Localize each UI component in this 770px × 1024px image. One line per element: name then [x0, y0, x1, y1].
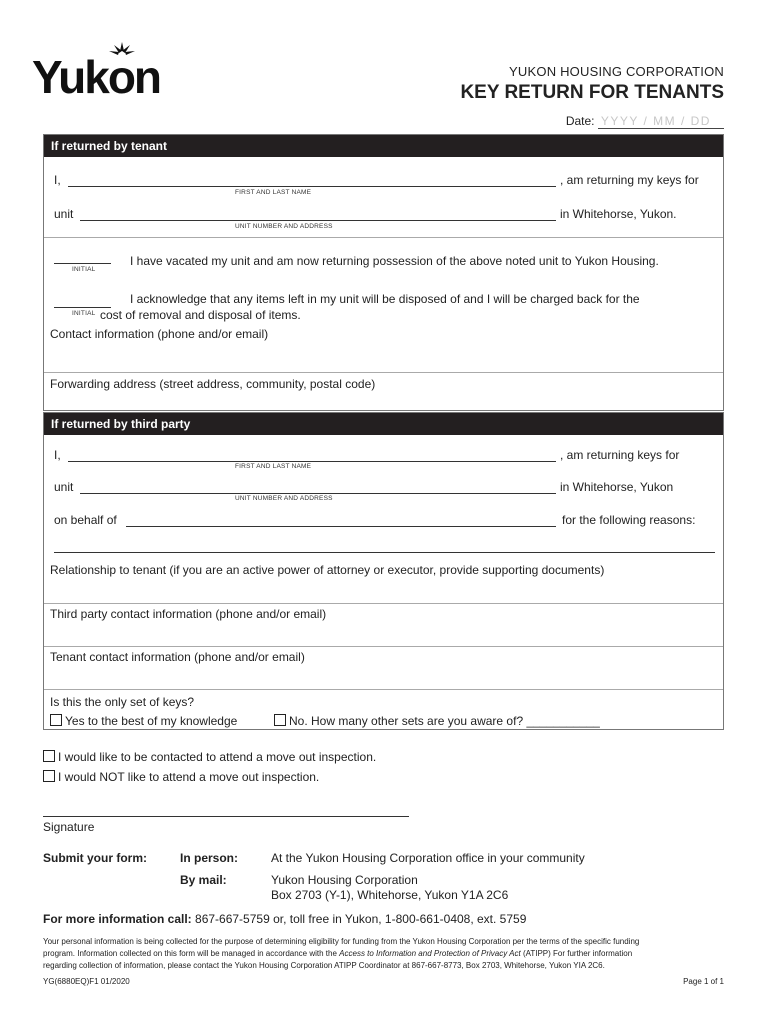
- inspection-opt-out-label: I would NOT like to attend a move out inspection.: [58, 770, 320, 784]
- privacy-notice: [43, 936, 733, 972]
- forwarding-address-label: Forwarding address (street address, community, postal code): [50, 377, 376, 391]
- mail-address-line1: Yukon Housing Corporation: [271, 873, 418, 887]
- tenant-location-text: in Whitehorse, Yukon.: [560, 207, 677, 221]
- relationship-label: Relationship to tenant (if you are an active power of attorney or executor, provide supporting documents): [50, 563, 605, 577]
- tenant-unit-caption: UNIT NUMBER AND ADDRESS: [235, 223, 333, 230]
- tenant-contact-label-third: Tenant contact information (phone and/or email): [50, 650, 305, 664]
- keys-no-option[interactable]: [274, 714, 600, 728]
- by-mail-label: By mail:: [180, 873, 227, 887]
- third-party-contact-label: Third party contact information (phone and/or email): [50, 607, 327, 621]
- inspection-opt-in-checkbox[interactable]: [43, 750, 55, 762]
- forwarding-address-field[interactable]: [44, 372, 723, 412]
- in-person-label: In person:: [180, 851, 239, 865]
- tenant-contact-field[interactable]: [44, 327, 723, 372]
- initial-field-vacated[interactable]: [54, 263, 111, 264]
- keys-yes-option[interactable]: [50, 714, 237, 728]
- privacy-line3: regarding collection of information, please contact the Yukon Housing Corporation ATIPP Coordinator at 867-667-8773, Box 2703, Whitehorse, Yukon YIA 2C6.: [43, 961, 605, 970]
- page-number: Page 1 of 1: [683, 977, 724, 986]
- initial-caption: INITIAL: [72, 266, 96, 273]
- privacy-line1: Your personal information is being collected for the purpose of determining eligibility for funding from the Yukon Housing Corporation per the terms of the specific funding: [43, 937, 640, 946]
- third-party-section-header: If returned by third party: [44, 413, 723, 435]
- inspection-opt-in-label: I would like to be contacted to attend a move out inspection.: [58, 750, 377, 764]
- keys-question-block: [44, 689, 723, 731]
- more-info-line: [43, 912, 526, 926]
- date-label: Date:: [565, 114, 595, 128]
- third-party-unit-label: unit: [54, 480, 74, 494]
- keys-yes-checkbox[interactable]: [50, 714, 62, 726]
- date-format-hint: YYYY / MM / DD: [600, 114, 711, 128]
- vacated-statement: I have vacated my unit and am now returning possession of the above noted unit to Yukon Housing.: [130, 254, 659, 268]
- in-person-text: At the Yukon Housing Corporation office in your community: [271, 851, 585, 865]
- third-party-unit-field[interactable]: [80, 493, 556, 494]
- signature-field[interactable]: [43, 816, 409, 817]
- tenant-initials-block: [44, 237, 723, 327]
- third-party-unit-caption: UNIT NUMBER AND ADDRESS: [235, 495, 333, 502]
- tenant-contact-field-third[interactable]: [44, 646, 723, 689]
- tenant-section-header: If returned by tenant: [44, 135, 723, 157]
- date-field[interactable]: [566, 114, 724, 129]
- third-party-name-block: [44, 435, 723, 560]
- privacy-act-name: Access to Information and Protection of Privacy Act: [339, 949, 521, 958]
- mail-address-line2: Box 2703 (Y-1), Whitehorse, Yukon Y1A 2C6: [271, 888, 509, 902]
- third-party-name-caption: FIRST AND LAST NAME: [235, 463, 312, 470]
- tenant-contact-label: Contact information (phone and/or email): [50, 327, 269, 341]
- tenant-name-unit-block: [44, 157, 723, 237]
- tenant-i-label: I,: [54, 173, 61, 187]
- reasons-text: for the following reasons:: [562, 513, 696, 527]
- reasons-field[interactable]: [54, 552, 715, 553]
- form-code: YG(6880EQ)F1 01/2020: [43, 977, 130, 986]
- third-party-section: [43, 412, 724, 730]
- logo-wordmark: Yukon: [32, 51, 161, 103]
- third-party-location-text: in Whitehorse, Yukon: [560, 480, 674, 494]
- form-title: KEY RETURN FOR TENANTS: [460, 82, 724, 103]
- tenant-name-field[interactable]: [68, 186, 556, 187]
- acknowledge-statement-line2: cost of removal and disposal of items.: [100, 308, 301, 322]
- more-info-label: For more information call:: [43, 912, 192, 926]
- keys-no-label: No. How many other sets are you aware of? ___________: [289, 714, 600, 728]
- corporation-name: YUKON HOUSING CORPORATION: [509, 64, 724, 79]
- inspection-opt-in-option[interactable]: [43, 750, 376, 764]
- third-party-contact-field[interactable]: [44, 603, 723, 646]
- privacy-line2: program. Information collected on this form will be managed in accordance with the Access to Information and Protection of Privacy Act (ATIPP) For further information: [43, 949, 633, 958]
- behalf-of-field[interactable]: [126, 526, 556, 527]
- third-party-name-field[interactable]: [68, 461, 556, 462]
- relationship-field[interactable]: [44, 560, 723, 603]
- behalf-label: on behalf of: [54, 513, 117, 527]
- third-party-i-label: I,: [54, 448, 61, 462]
- more-info-phone: 867-667-5759 or, toll free in Yukon, 1-800-661-0408, ext. 5759: [191, 912, 527, 926]
- inspection-opt-out-option[interactable]: [43, 770, 319, 784]
- submit-label: Submit your form:: [43, 851, 147, 865]
- tenant-returning-text: , am returning my keys for: [560, 173, 699, 187]
- third-party-returning-text: , am returning keys for: [560, 448, 680, 462]
- tenant-unit-field[interactable]: [80, 220, 556, 221]
- acknowledge-statement-line1: I acknowledge that any items left in my unit will be disposed of and I will be charged back for the: [130, 292, 640, 306]
- keys-yes-label: Yes to the best of my knowledge: [65, 714, 238, 728]
- tenant-name-caption: FIRST AND LAST NAME: [235, 189, 312, 196]
- keys-no-checkbox[interactable]: [274, 714, 286, 726]
- keys-question: Is this the only set of keys?: [50, 695, 195, 709]
- tenant-section: [43, 134, 724, 411]
- tenant-unit-label: unit: [54, 207, 74, 221]
- signature-label: Signature: [43, 820, 95, 834]
- initial-caption: INITIAL: [72, 310, 96, 317]
- inspection-opt-out-checkbox[interactable]: [43, 770, 55, 782]
